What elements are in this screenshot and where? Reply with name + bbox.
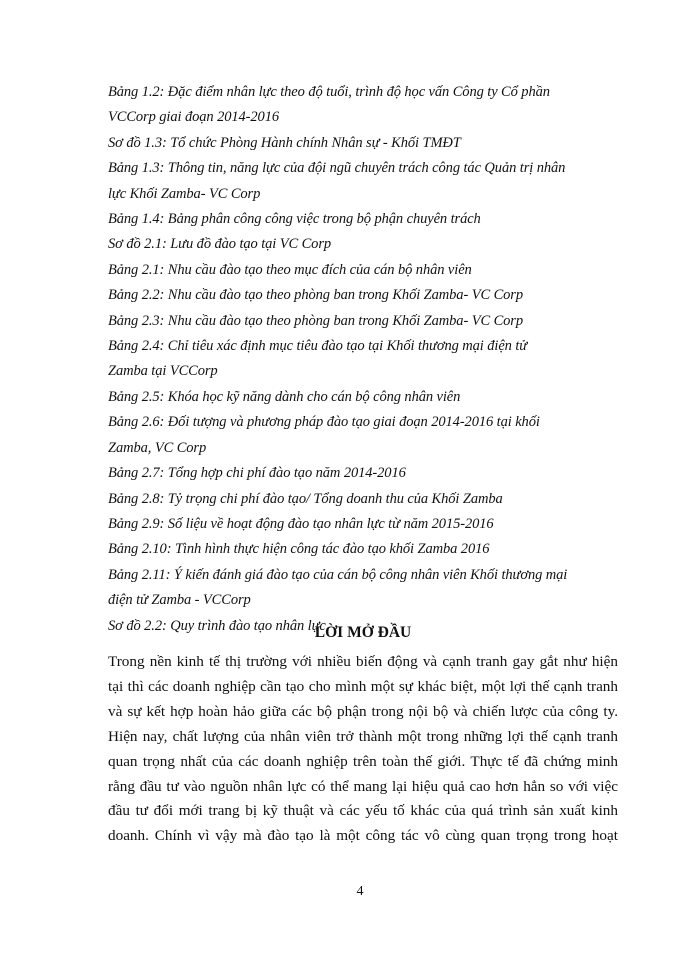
toc-line: Bảng 2.1: Nhu cầu đào tạo theo mục đích của cán bộ nhân viên — [108, 261, 472, 278]
paragraph-line: Trong nền kinh tế thị trường với nhiều biến động và cạnh tranh gay gắt như hiện — [108, 653, 618, 670]
paragraph-line: và sự kết hợp hoàn hảo giữa các bộ phận trong nội bộ và chiến lược của công ty. — [108, 702, 618, 720]
toc-line: VCCorp giai đoạn 2014-2016 — [108, 109, 280, 126]
toc-line: lực Khối Zamba- VC Corp — [108, 185, 261, 202]
toc-line: Bảng 1.4: Bảng phân công công việc trong bộ phận chuyên trách — [108, 211, 481, 228]
paragraph-line: Hiện nay, chất lượng của nhân viên trở thành một trong những lợi thế cạnh tranh — [108, 727, 618, 745]
paragraph-line: doanh. Chính vì vậy mà đào tạo là một công tác vô cùng quan trọng trong hoạt — [108, 827, 618, 845]
toc-line: Bảng 2.6: Đối tượng và phương pháp đào tạo giai đoạn 2014-2016 tại khối — [108, 414, 540, 431]
toc-line: Bảng 1.3: Thông tin, năng lực của đội ngũ chuyên trách công tác Quản trị nhân — [108, 160, 566, 177]
paragraph-line: rằng đầu tư vào nguồn nhân lực có thể mang lại hiệu quả cao hơn hẳn so với việc — [108, 777, 618, 795]
toc-line: Bảng 2.4: Chỉ tiêu xác định mục tiêu đào tạo tại Khối thương mại điện tử — [108, 338, 528, 355]
paragraph-line: đầu tư đổi mới trang bị kỹ thuật và các yếu tố khác của quá trình sản xuất kinh — [108, 802, 618, 820]
toc-line: Bảng 2.10: Tình hình thực hiện công tác đào tạo khối Zamba 2016 — [108, 541, 490, 558]
toc-line: Bảng 2.2: Nhu cầu đào tạo theo phòng ban trong Khối Zamba- VC Corp — [108, 287, 523, 304]
section-heading: LỜI MỞ ĐẦU — [314, 624, 412, 641]
toc-line: Bảng 1.2: Đặc điểm nhân lực theo độ tuổi, trình độ học vấn Công ty Cổ phần — [108, 84, 550, 100]
toc-line: Bảng 2.3: Nhu cầu đào tạo theo phòng ban trong Khối Zamba- VC Corp — [108, 312, 523, 329]
toc-line: Zamba, VC Corp — [108, 439, 207, 456]
toc-line: Bảng 2.11: Ý kiến đánh giá đào tạo của cán bộ công nhân viên Khối thương mại — [108, 566, 568, 583]
toc-line: Sơ đồ 2.1: Lưu đồ đào tạo tại VC Corp — [108, 236, 332, 253]
toc-line: Bảng 2.5: Khóa học kỹ năng dành cho cán bộ công nhân viên — [108, 388, 461, 405]
paragraph-line: quan trọng nhất của các doanh nghiệp trên toàn thế giới. Thực tế đã chứng minh — [108, 752, 618, 770]
toc-line: Sơ đồ 1.3: Tổ chức Phòng Hành chính Nhân sự - Khối TMĐT — [108, 134, 461, 151]
toc-line: Zamba tại VCCorp — [108, 363, 218, 380]
table-of-figures — [108, 80, 628, 639]
toc-line: Bảng 2.7: Tổng hợp chi phí đào tạo năm 2014-2016 — [108, 465, 406, 482]
toc-line: Bảng 2.9: Số liệu về hoạt động đào tạo nhân lực từ năm 2015-2016 — [108, 515, 494, 532]
paragraph-line: tại thì các doanh nghiệp cần tạo cho mình một sự khác biệt, một lợi thế cạnh tranh — [108, 677, 618, 695]
toc-line: Sơ đồ 2.2: Quy trình đào tạo nhân lực — [108, 617, 326, 634]
body-paragraph — [108, 650, 618, 849]
toc-line: điện tử Zamba - VCCorp — [108, 592, 251, 609]
toc-line: Bảng 2.8: Tỷ trọng chi phí đào tạo/ Tổng doanh thu của Khối Zamba — [108, 490, 503, 507]
page-number: 4 — [356, 884, 364, 899]
